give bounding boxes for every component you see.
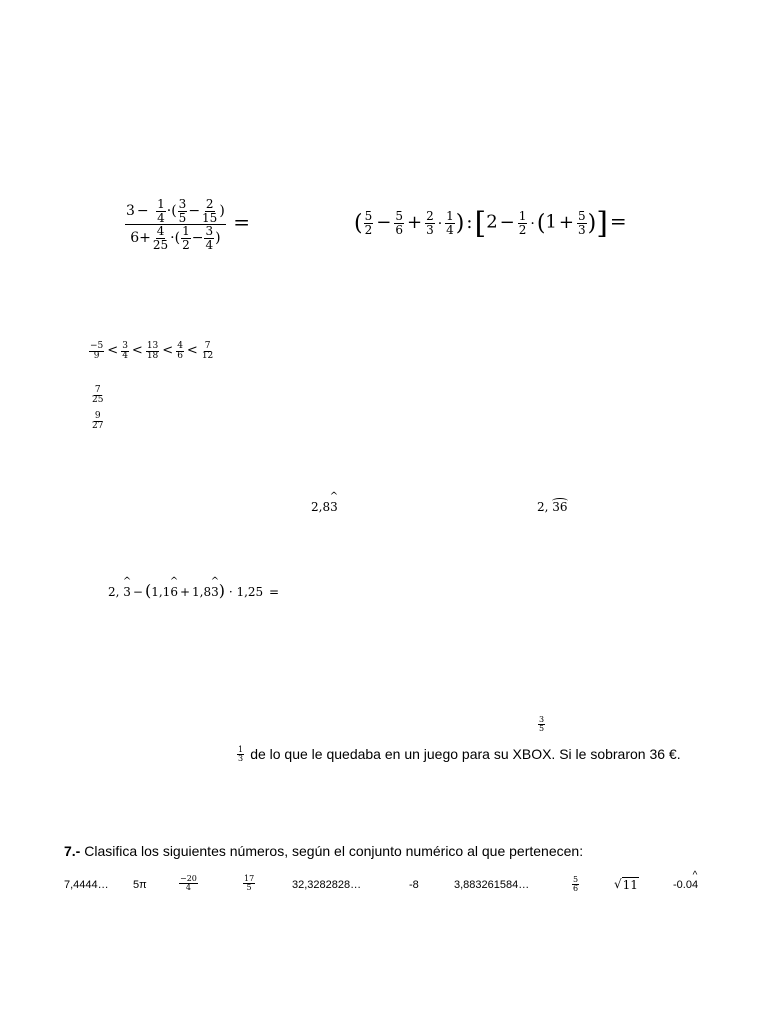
- number-item: $\frac{17}{5}$: [244, 874, 255, 893]
- expression-1: 3 − $\frac{1}{4}$ ·( $\frac{3}{5}$ − $\frac{2}{15}$ ) 6+ $\frac{4}{25}$ ·( $\frac{1}{2}$ − $\frac{3}{4}$ ) =: [126, 197, 251, 252]
- ordering-chain: $\frac{-5}{9}$ < $\frac{3}{4}$ < $\frac{13}{18}$ < $\frac{4}{6}$ < $\frac{7}{12}$: [90, 341, 214, 362]
- expression-2: ( $\frac{5}{2}$ − $\frac{5}{6}$ + $\frac{2}{3}$ · $\frac{1}{4}$ ) :[2 − $\frac{1}{2}$ ·(1 + $\frac{5}{3}$ )] =: [354, 206, 627, 241]
- fraction-7-25: $\frac{7}{25}$: [92, 385, 104, 406]
- question-7: [64, 843, 583, 859]
- question-number: 7.-: [64, 843, 81, 859]
- periodic-number-2: 2, 36: [537, 500, 568, 514]
- problem-line: $\frac{1}{3}$ de lo que le quedaba en un juego para su XBOX. Si le sobraron 36 €.: [238, 744, 681, 763]
- number-item: $\frac{-20}{4}$: [180, 874, 197, 893]
- fraction-3-5: $\frac{3}{5}$: [539, 715, 545, 734]
- fraction-9-27: $\frac{9}{27}$: [92, 411, 104, 432]
- number-item: $\frac{5}{6}$: [573, 875, 579, 894]
- number-item: 7,4444…: [64, 879, 109, 891]
- expression-3: 2, ^ 3 − (1,1^ 6 + 1,8^ 3) · 1,25 =: [108, 581, 281, 600]
- question-text: Clasifica los siguientes números, según el conjunto numérico al que pertenecen:: [84, 843, 584, 859]
- number-item: √ 11: [614, 877, 638, 892]
- number-item: 32,3282828…: [292, 879, 362, 891]
- number-item: -0.0^ 4: [673, 879, 698, 891]
- main-fraction: 3 − $\frac{1}{4}$ ·( $\frac{3}{5}$ − $\frac{2}{15}$ ) 6+ $\frac{4}{25}$ ·( $\frac{1}{2}$ − $\frac{3}{4}$ ): [126, 197, 225, 252]
- number-item: 3,883261584…: [454, 879, 530, 891]
- number-item: -8: [409, 879, 419, 891]
- periodic-number-1: 2,8^ 3: [311, 500, 338, 514]
- number-item: 5π: [133, 879, 147, 891]
